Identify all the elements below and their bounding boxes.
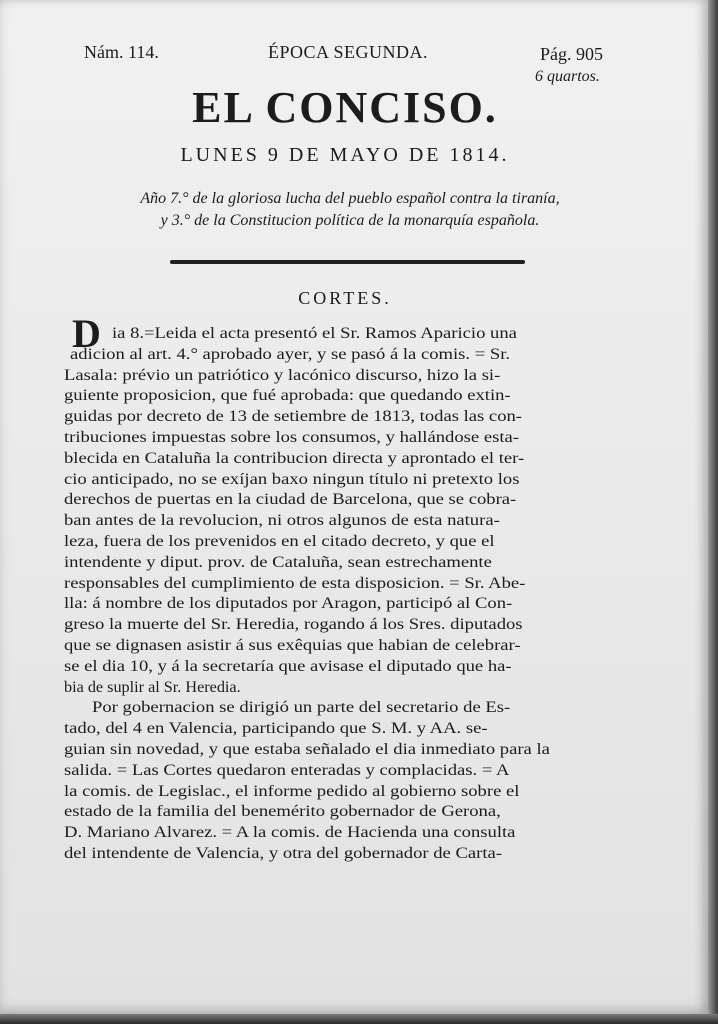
motto-line: Año 7.° de la gloriosa lucha del pueblo español contra la tiranía, [140, 190, 560, 207]
masthead-title: EL CONCISO. [192, 83, 498, 132]
article-line: ban antes de la revolucion, ni otros algunos de esta natura- [64, 511, 500, 530]
article-line: estado de la familia del benemérito gobernador de Gerona, [64, 802, 501, 821]
article-line: que se dignasen asistir á sus exêquias que habian de celebrar- [64, 636, 521, 654]
section-title: CORTES. [298, 288, 392, 308]
article-line: se el dia 10, y á la secretaría que avisase el diputado que ha- [64, 656, 512, 675]
drop-cap: D [72, 311, 101, 356]
article-line: Lasala: prévio un patriótico y lacónico discurso, hizo la si- [64, 365, 501, 384]
article-line: cio anticipado, no se exíjan baxo ningun título ni pretexto los [64, 469, 520, 488]
dateline: LUNES 9 DE MAYO DE 1814. [180, 144, 510, 166]
header-rule [170, 260, 525, 264]
motto-line: y 3.° de la Constitucion política de la monarquía española. [160, 212, 540, 229]
issue-number: Nám. 114. [84, 42, 159, 62]
article-line: guian sin novedad, y que estaba señalado el dia inmediato para la [64, 740, 550, 758]
article-line: guiente proposicion, que fué aprobada: que quedando extin- [64, 386, 511, 405]
article-line: bia de suplir al Sr. Heredia. [64, 677, 241, 696]
article-line: adicion al art. 4.° aprobado ayer, y se pasó á la comis. = Sr. [70, 344, 511, 363]
article-line: guidas por decreto de 13 de setiembre de 1813, todas las con- [64, 407, 523, 426]
article-line: Por gobernacion se dirigió un parte del secretario de Es- [92, 698, 511, 717]
page-edge-right [708, 0, 718, 1024]
article-line: tribuciones impuestas sobre los consumos, y hallándose esta- [64, 428, 519, 446]
article-line: responsables del cumplimiento de esta disposicion. = Sr. Abe- [64, 573, 526, 592]
page-edge-bottom [0, 1014, 718, 1024]
article-line: ia 8.=Leida el acta presentó el Sr. Ramos Aparicio una [112, 324, 517, 342]
article-line: la comis. de Legislac., el informe pedido al gobierno sobre el [64, 781, 520, 800]
article-line: tado, del 4 en Valencia, participando que S. M. y AA. se- [64, 719, 488, 738]
article-line: leza, fuera de los prevenidos en el citado decreto, y que el [64, 532, 495, 550]
article-line: derechos de puertas en la ciudad de Barcelona, que se cobra- [64, 490, 517, 509]
article-line: greso la muerte del Sr. Heredia, rogando á los Sres. diputados [64, 615, 523, 634]
epoch-label: ÉPOCA SEGUNDA. [268, 42, 429, 62]
price-label: 6 quartos. [535, 68, 600, 85]
article-line: del intendente de Valencia, y otra del gobernador de Carta- [64, 844, 502, 862]
article-line: salida. = Las Cortes quedaron enteradas y complacidas. = A [64, 760, 510, 779]
page-number: Pág. 905 [540, 44, 603, 64]
article-line: blecida en Cataluña la contribucion directa y aprontado el ter- [64, 448, 525, 467]
article-line: D. Mariano Alvarez. = A la comis. de Hacienda una consulta [64, 823, 516, 842]
page-header [0, 42, 708, 85]
article-line: lla: á nombre de los diputados por Aragon, participó al Con- [64, 594, 513, 613]
article-line: intendente y diput. prov. de Cataluña, sean estrechamente [64, 552, 492, 571]
